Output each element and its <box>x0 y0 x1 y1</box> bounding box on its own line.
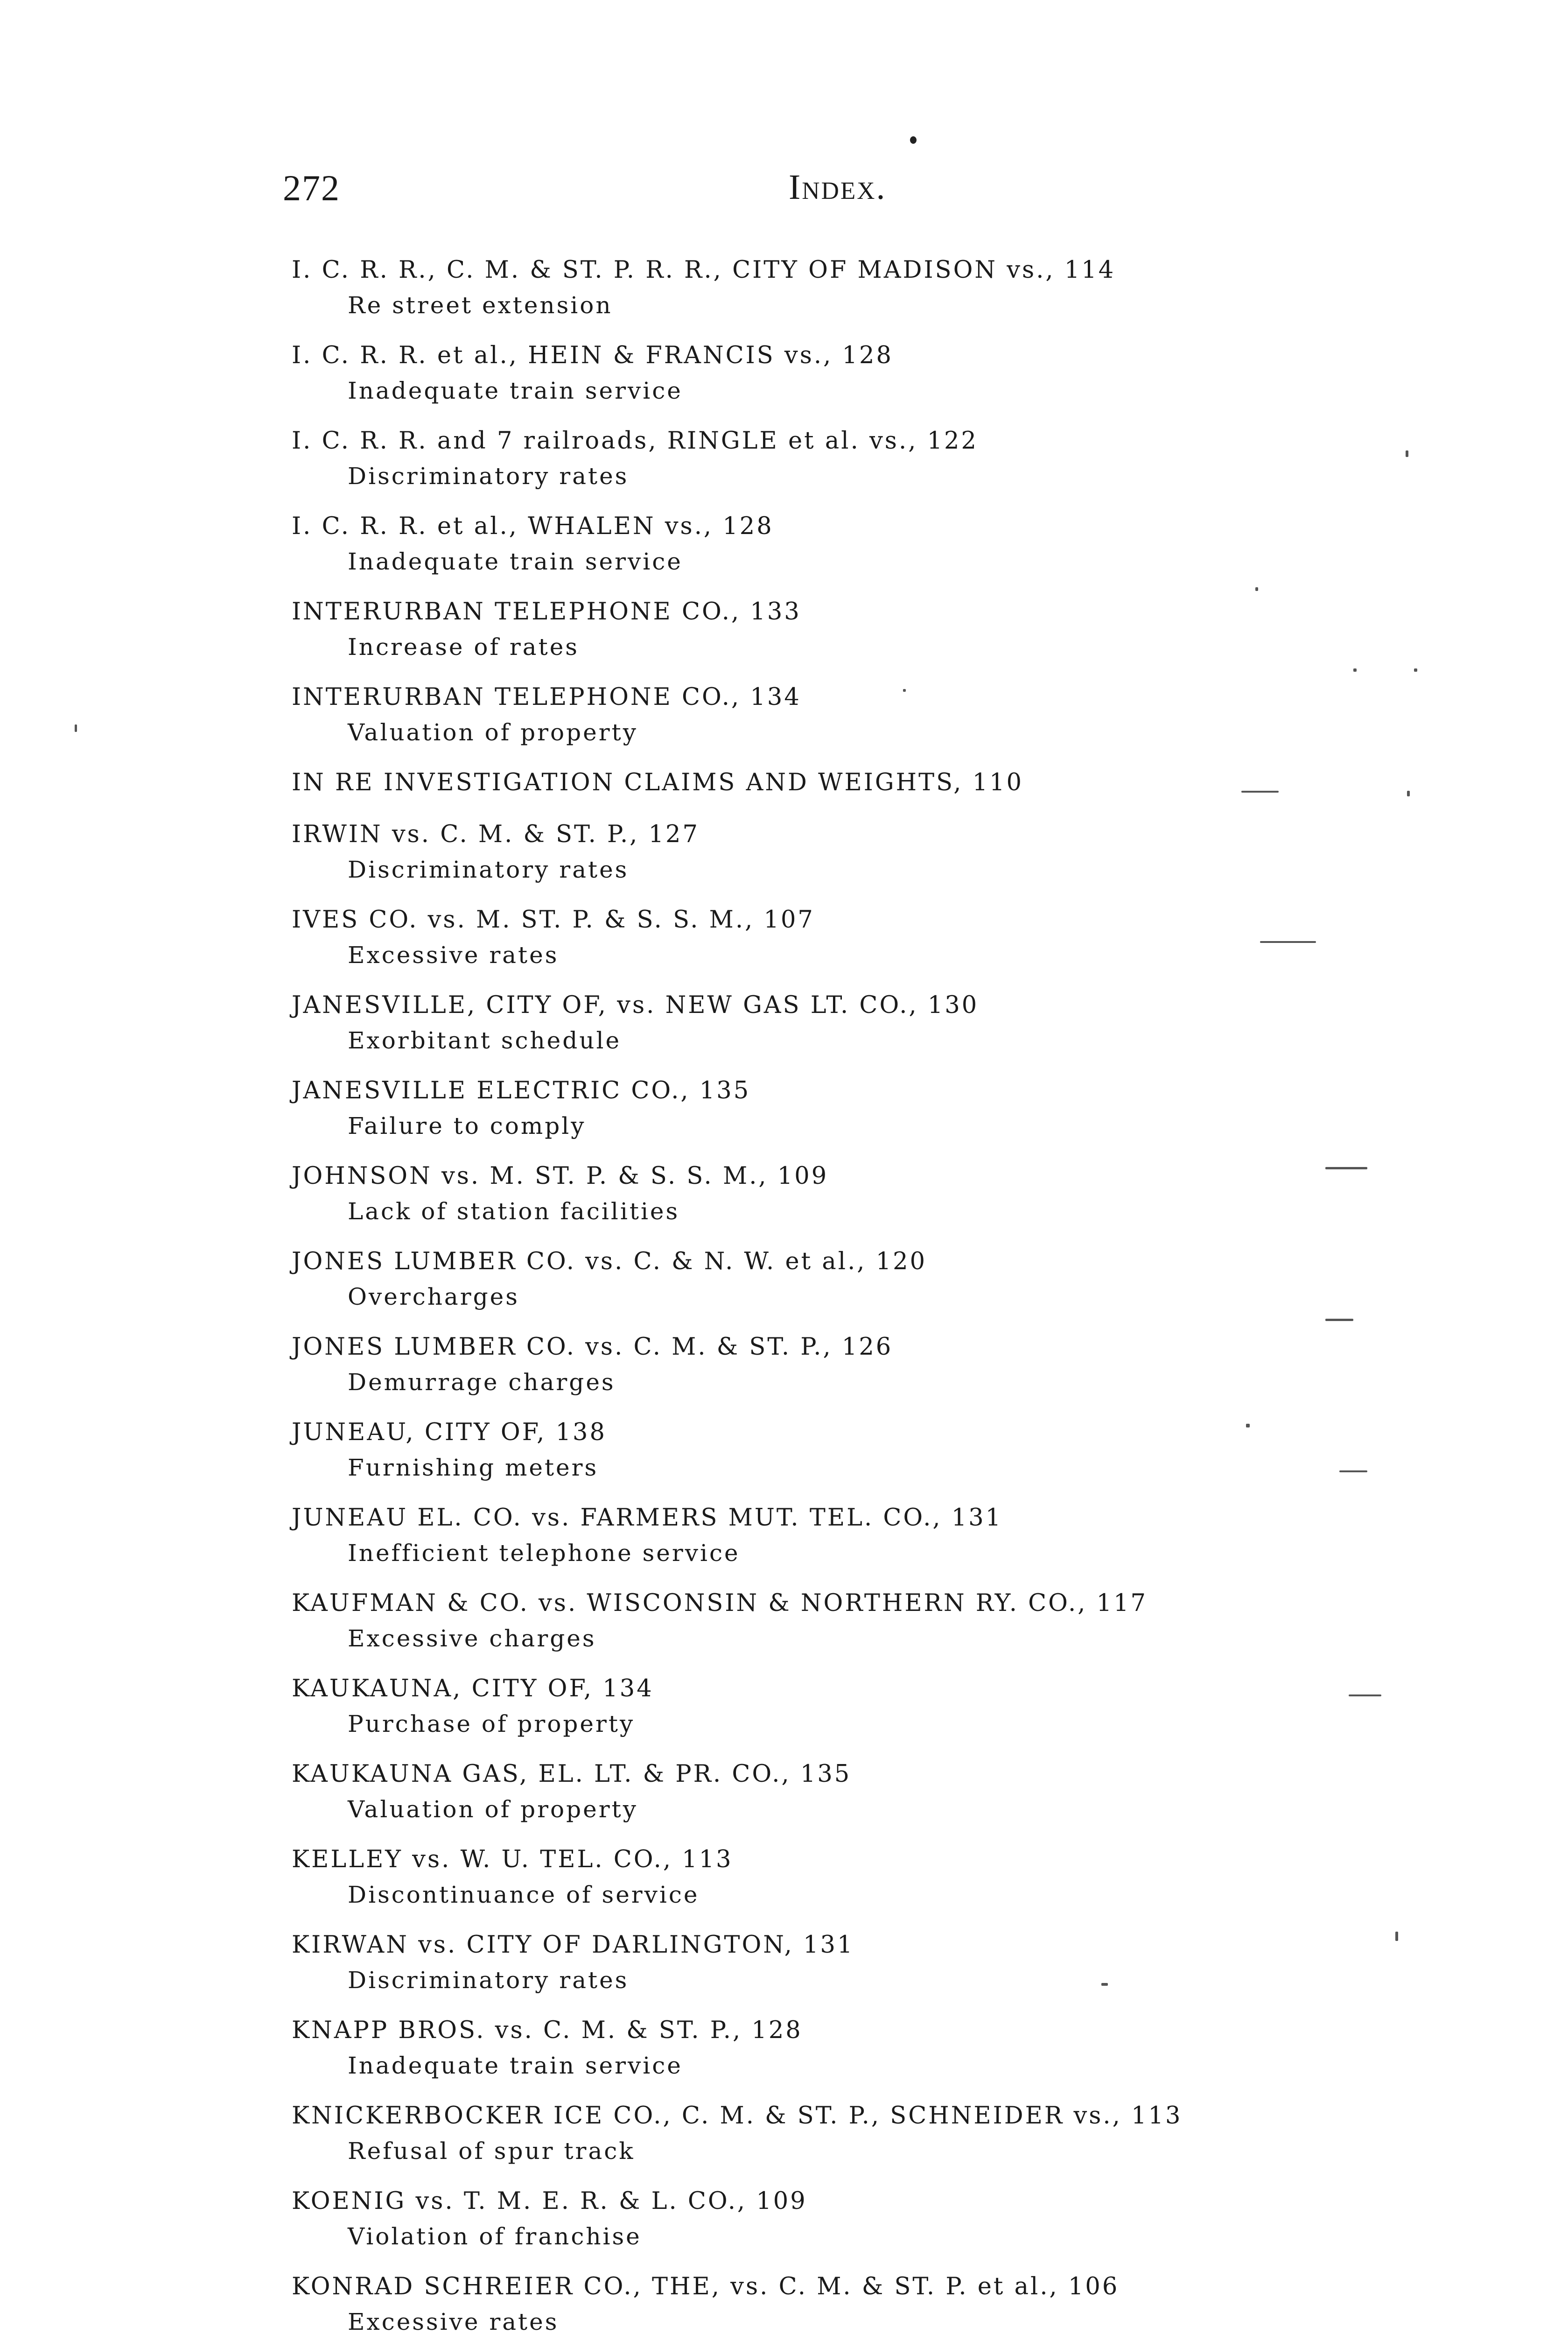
page-number: 272 <box>283 168 340 208</box>
entry-title: I. C. R. R. et al., HEIN & FRANCIS vs., 128 <box>292 342 893 369</box>
index-entry <box>292 1158 1486 1228</box>
entry-subject: Violation of franchise <box>348 2223 642 2250</box>
index-entry <box>292 337 1486 408</box>
entry-title: KAUKAUNA GAS, EL. LT. & PR. CO., 135 <box>292 1760 852 1788</box>
entry-title: INTERURBAN TELEPHONE CO., 133 <box>292 598 801 626</box>
index-entry <box>292 765 1486 801</box>
entry-title: JANESVILLE ELECTRIC CO., 135 <box>292 1077 751 1104</box>
entry-title: JOHNSON vs. M. ST. P. & S. S. M., 109 <box>292 1162 829 1190</box>
index-entry <box>292 1500 1486 1570</box>
index-entry <box>292 902 1486 972</box>
index-entry <box>292 1927 1486 1997</box>
index-entry <box>292 1244 1486 1314</box>
index-entry <box>292 2098 1486 2168</box>
entry-title: KNICKERBOCKER ICE CO., C. M. & ST. P., SCHNEIDER vs., 113 <box>292 2102 1183 2130</box>
entry-title: JONES LUMBER CO. vs. C. & N. W. et al., 120 <box>292 1248 927 1275</box>
index-entry <box>292 1756 1486 1826</box>
entry-title: KNAPP BROS. vs. C. M. & ST. P., 128 <box>292 2017 803 2044</box>
entry-subject: Excessive rates <box>348 942 559 969</box>
page-title: Index. <box>789 168 887 207</box>
entry-title: KIRWAN vs. CITY OF DARLINGTON, 131 <box>292 1931 854 1959</box>
scan-speck <box>1349 1694 1381 1696</box>
entry-title: JUNEAU EL. CO. vs. FARMERS MUT. TEL. CO., 131 <box>292 1504 1003 1532</box>
index-entry <box>292 816 1486 886</box>
entry-subject: Inadequate train service <box>348 548 683 575</box>
entry-title: IVES CO. vs. M. ST. P. & S. S. M., 107 <box>292 906 815 934</box>
index-entry <box>292 1414 1486 1484</box>
entry-subject: Purchase of property <box>348 1710 635 1737</box>
index-entry <box>292 987 1486 1057</box>
entry-title: JANESVILLE, CITY OF, vs. NEW GAS LT. CO., 130 <box>292 991 979 1019</box>
entry-subject: Furnishing meters <box>348 1454 599 1481</box>
entry-subject: Discriminatory rates <box>348 1967 629 1994</box>
index-entries <box>292 252 1486 2334</box>
entry-subject: Discriminatory rates <box>348 463 629 490</box>
dot-mark <box>910 136 917 144</box>
entry-subject: Increase of rates <box>348 633 579 661</box>
scan-speck <box>1255 587 1258 591</box>
entry-subject: Re street extension <box>348 292 613 319</box>
index-entry <box>292 1329 1486 1399</box>
entry-title: KONRAD SCHREIER CO., THE, vs. C. M. & ST. P. et al., 106 <box>292 2273 1120 2300</box>
scan-speck <box>1241 791 1279 793</box>
entry-subject: Excessive charges <box>348 1625 596 1652</box>
index-entry <box>292 1671 1486 1741</box>
entry-title: INTERURBAN TELEPHONE CO., 134 <box>292 683 801 711</box>
scan-speck <box>903 689 906 692</box>
scan-speck <box>1353 668 1357 672</box>
index-entry <box>292 2183 1486 2253</box>
index-entry <box>292 1842 1486 1912</box>
entry-title: JONES LUMBER CO. vs. C. M. & ST. P., 126 <box>292 1333 893 1361</box>
scan-speck <box>1339 1470 1367 1472</box>
entry-subject: Overcharges <box>348 1283 519 1310</box>
index-entry <box>292 252 1486 322</box>
entry-title: IRWIN vs. C. M. & ST. P., 127 <box>292 821 700 848</box>
entry-title: KAUKAUNA, CITY OF, 134 <box>292 1675 654 1702</box>
entry-subject: Valuation of property <box>348 719 638 746</box>
scan-speck <box>1406 450 1408 457</box>
entry-subject: Inadequate train service <box>348 2052 683 2079</box>
index-entry <box>292 679 1486 749</box>
scan-speck <box>1414 668 1417 672</box>
entry-subject: Demurrage charges <box>348 1369 616 1396</box>
entry-title: KELLEY vs. W. U. TEL. CO., 113 <box>292 1846 733 1873</box>
entry-subject: Failure to comply <box>348 1112 586 1139</box>
scan-speck <box>1395 1932 1398 1941</box>
entry-subject: Discontinuance of service <box>348 1881 700 1908</box>
index-entry <box>292 2269 1486 2334</box>
index-entry <box>292 594 1486 664</box>
scan-speck <box>1325 1167 1367 1169</box>
entry-title: I. C. R. R. et al., WHALEN vs., 128 <box>292 513 774 540</box>
index-entry <box>292 1585 1486 1655</box>
index-entry <box>292 1073 1486 1143</box>
index-entry <box>292 508 1486 578</box>
scan-speck <box>1246 1424 1250 1427</box>
entry-subject: Inadequate train service <box>348 377 683 404</box>
entry-subject: Exorbitant schedule <box>348 1027 622 1054</box>
entry-title: KAUFMAN & CO. vs. WISCONSIN & NORTHERN RY. CO., 117 <box>292 1589 1148 1617</box>
entry-subject: Valuation of property <box>348 1796 638 1823</box>
entry-subject: Refusal of spur track <box>348 2137 635 2165</box>
entry-title: I. C. R. R., C. M. & ST. P. R. R., CITY OF MADISON vs., 114 <box>292 256 1116 284</box>
entry-subject: Inefficient telephone service <box>348 1540 740 1567</box>
entry-subject: Excessive rates <box>348 2308 559 2334</box>
index-entry <box>292 423 1486 493</box>
scan-speck <box>1407 791 1410 796</box>
entry-subject: Discriminatory rates <box>348 856 629 883</box>
entry-subject: Lack of station facilities <box>348 1198 680 1225</box>
scan-speck <box>1325 1319 1353 1321</box>
scan-speck <box>1101 1983 1108 1986</box>
scan-speck <box>75 724 77 732</box>
entry-title: KOENIG vs. T. M. E. R. & L. CO., 109 <box>292 2187 807 2215</box>
index-entry <box>292 2012 1486 2082</box>
entry-title: JUNEAU, CITY OF, 138 <box>292 1419 607 1446</box>
entry-title: IN RE INVESTIGATION CLAIMS AND WEIGHTS, 110 <box>292 769 1024 796</box>
entry-title: I. C. R. R. and 7 railroads, RINGLE et al. vs., 122 <box>292 427 978 455</box>
scan-speck <box>1260 941 1316 943</box>
